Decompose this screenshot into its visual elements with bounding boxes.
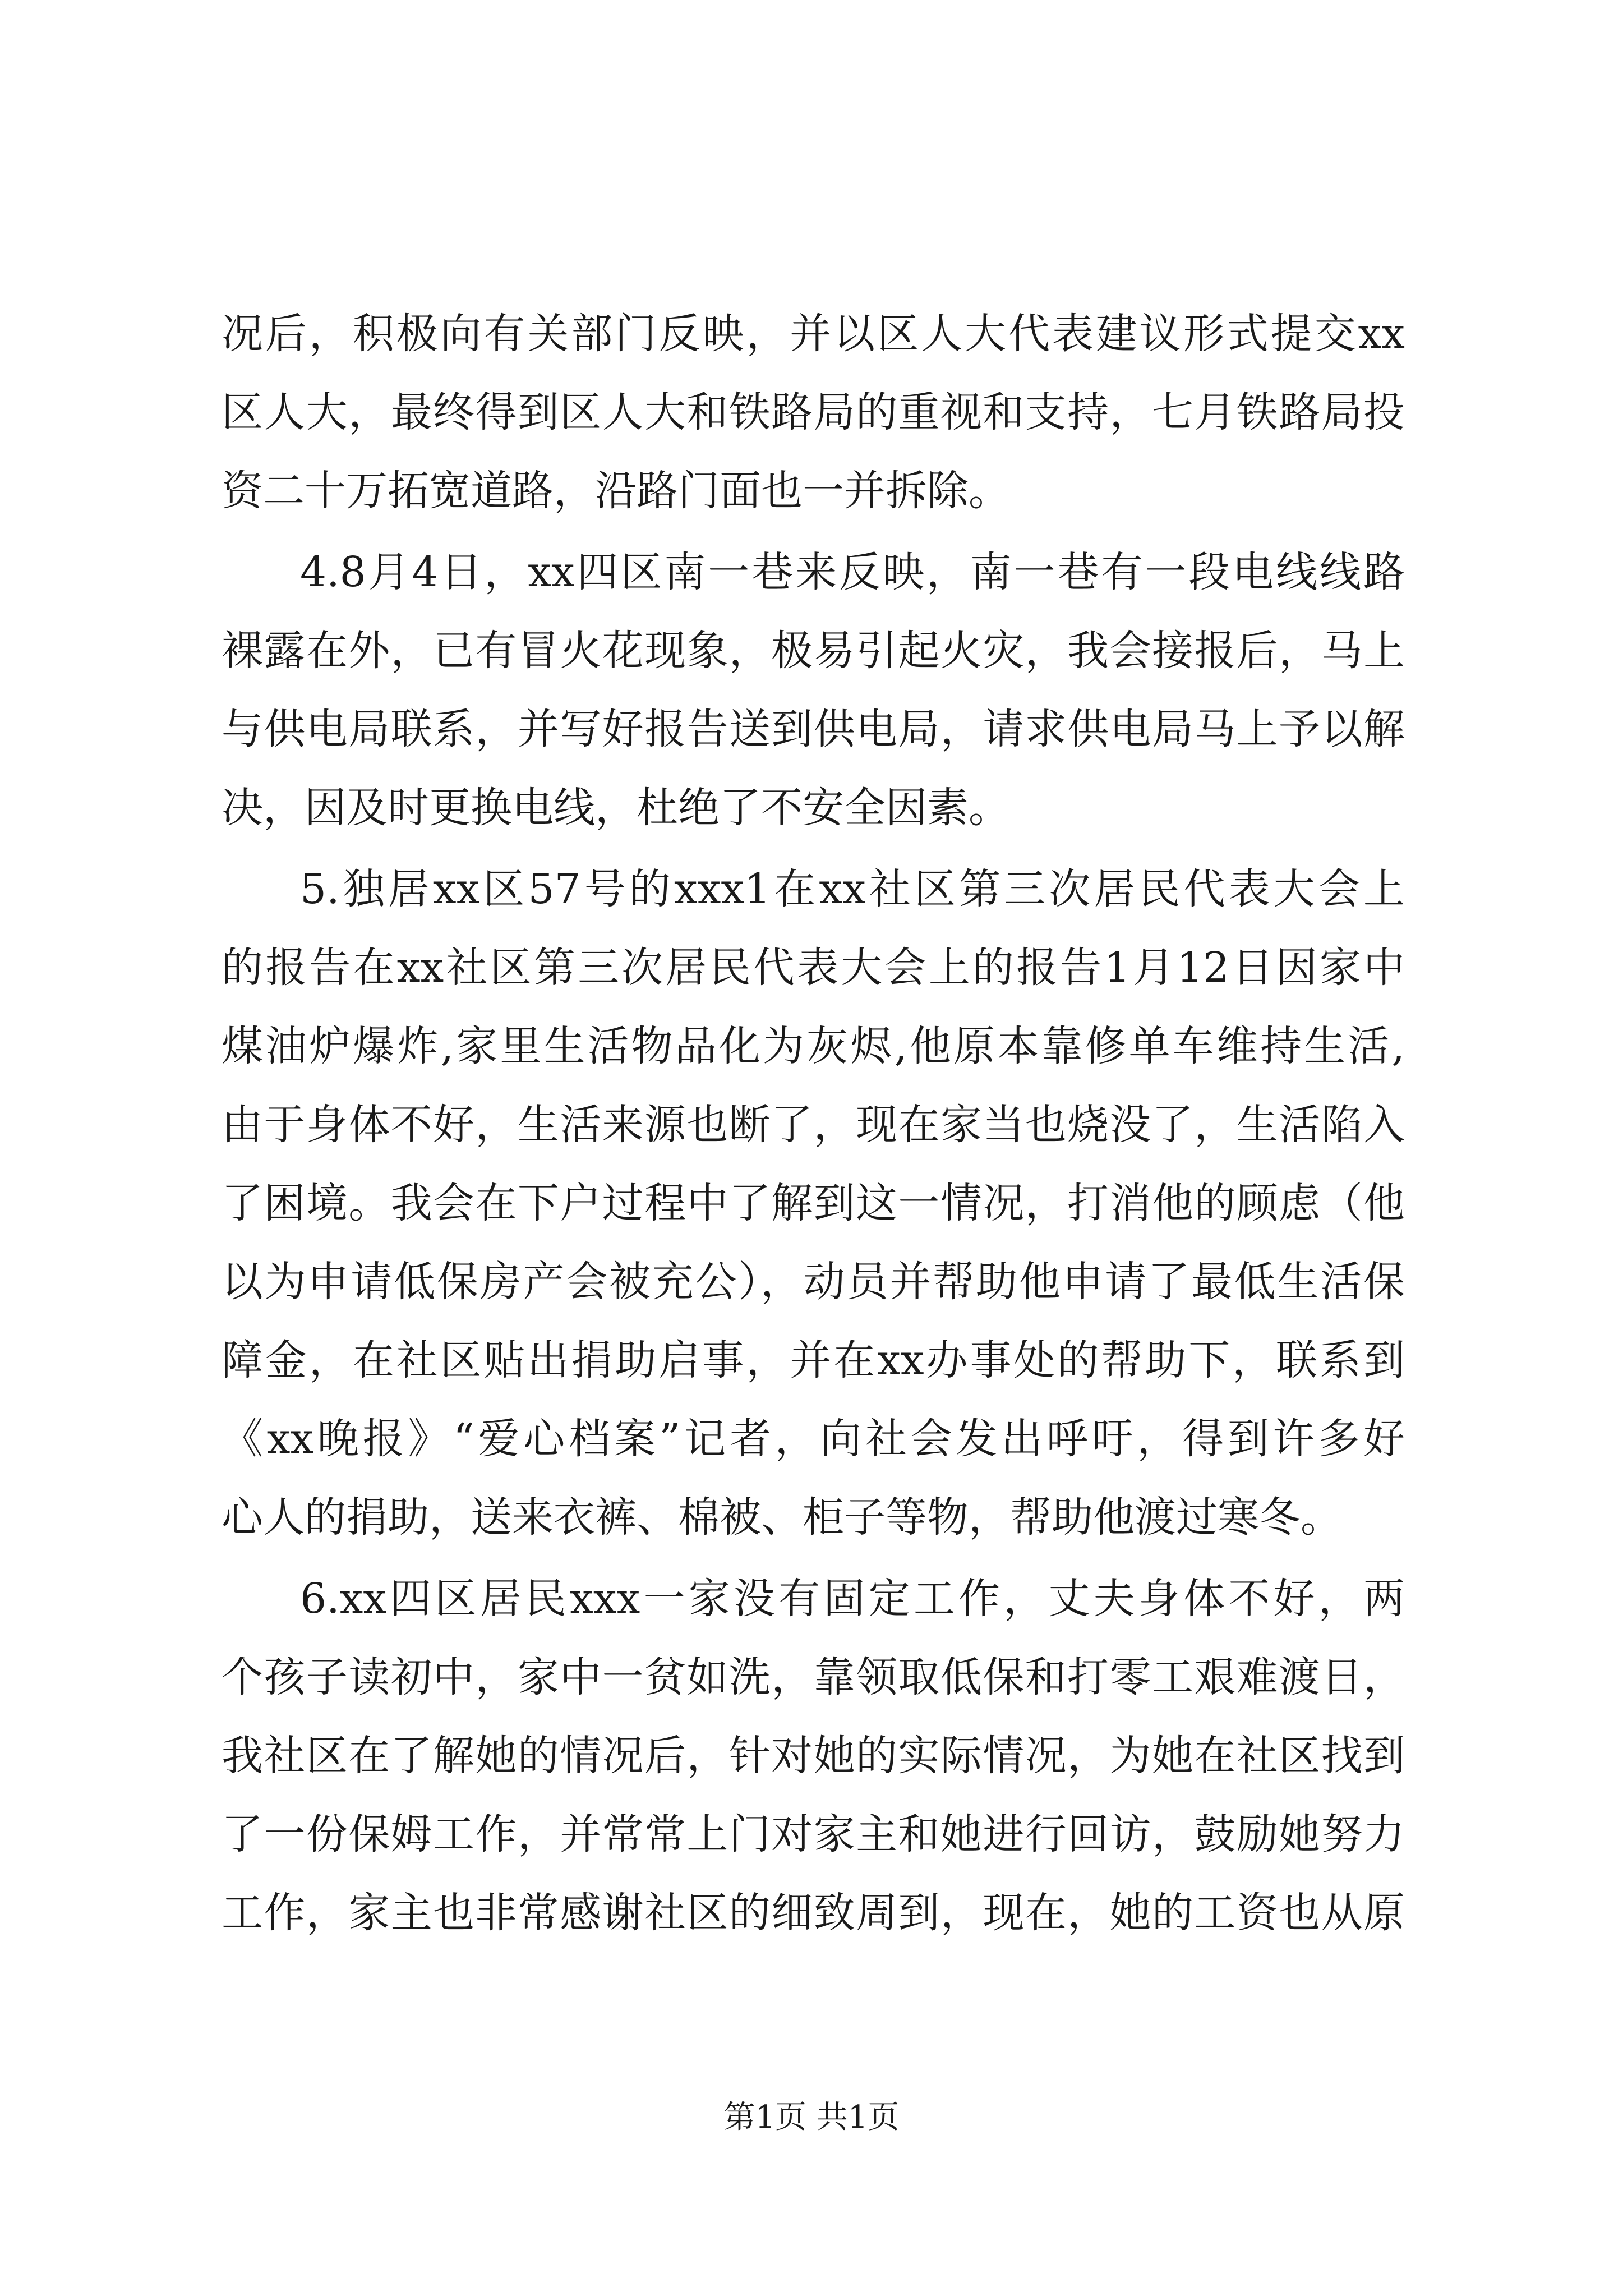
text-line: 了一份保姆工作，并常常上门对家主和她进行回访，鼓励她努力 <box>222 1810 1405 1858</box>
text-line: 煤油炉爆炸,家里生活物品化为灰烬,他原本靠修单车维持生活, <box>222 1022 1405 1070</box>
text-line: 与供电局联系，并写好报告送到供电局，请求供电局马上予以解 <box>222 705 1405 753</box>
paragraph-start-line: 6.xx四区居民xxx一家没有固定工作，丈夫身体不好，两 <box>300 1575 1405 1623</box>
text-line: 心人的捐助，送来衣裤、棉被、柜子等物，帮助他渡过寒冬。 <box>222 1493 1342 1542</box>
text-line: 个孩子读初中，家中一贫如洗，靠领取低保和打零工艰难渡日， <box>222 1653 1405 1701</box>
text-line: 工作，家主也非常感谢社区的细致周到，现在，她的工资也从原 <box>222 1889 1405 1937</box>
text-line: 况后，积极向有关部门反映，并以区人大代表建议形式提交xx <box>222 310 1405 358</box>
paragraph-start-line: 4.8月4日，xx四区南一巷来反映，南一巷有一段电线线路 <box>300 548 1405 596</box>
text-line: 裸露在外，已有冒火花现象，极易引起火灾，我会接报后，马上 <box>222 627 1405 675</box>
text-line: 资二十万拓宽道路，沿路门面也一并拆除。 <box>222 467 1010 515</box>
text-line: 的报告在xx社区第三次居民代表大会上的报告1月12日因家中 <box>222 944 1405 992</box>
page-number-footer: 第1页 共1页 <box>723 2099 900 2136</box>
text-line: 障金，在社区贴出捐助启事，并在xx办事处的帮助下，联系到 <box>222 1336 1405 1384</box>
text-line: 我社区在了解她的情况后，针对她的实际情况，为她在社区找到 <box>222 1732 1405 1780</box>
text-line: 区人大，最终得到区人大和铁路局的重视和支持，七月铁路局投 <box>222 388 1405 436</box>
text-line: 决，因及时更换电线，杜绝了不安全因素。 <box>222 784 1010 832</box>
text-line: 了困境。我会在下户过程中了解到这一情况，打消他的顾虑（他 <box>222 1179 1405 1227</box>
text-line: 以为申请低保房产会被充公），动员并帮助他申请了最低生活保 <box>222 1258 1405 1306</box>
text-line: 《xx晚报》“爱心档案”记者，向社会发出呼吁，得到许多好 <box>222 1415 1405 1463</box>
paragraph-start-line: 5.独居xx区57号的xxx1在xx社区第三次居民代表大会上 <box>300 865 1405 913</box>
text-line: 由于身体不好，生活来源也断了，现在家当也烧没了，生活陷入 <box>222 1101 1405 1149</box>
